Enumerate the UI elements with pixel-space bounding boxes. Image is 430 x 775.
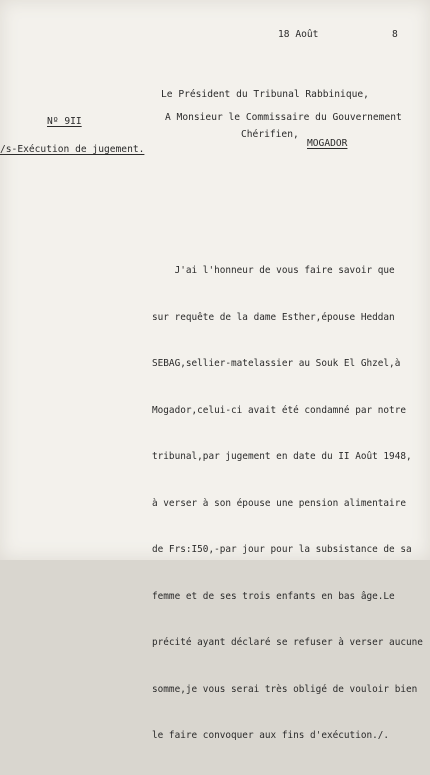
- sender-line: Le Président du Tribunal Rabbinique,: [161, 89, 369, 100]
- reference-number: Nº 9II: [47, 116, 82, 127]
- body-line: à verser à son épouse une pension alimentaire: [152, 497, 406, 509]
- page-number: 8: [392, 29, 398, 40]
- body-line: J'ai l'honneur de vous faire savoir que: [152, 265, 395, 276]
- letter-date: 18 Août: [278, 29, 319, 40]
- body-line: Mogador,celui-ci avait été condamné par notre: [152, 404, 406, 416]
- body-line: le faire convoquer aux fins d'exécution./.: [152, 730, 390, 741]
- body-line: de Frs:I50,-par jour pour la subsistance de sa: [152, 544, 412, 555]
- recipient-line-2: Chérifien,: [241, 129, 299, 140]
- body-line: précité ayant déclaré se refuser à verser aucune: [152, 637, 423, 648]
- letter-body: [152, 232, 424, 775]
- body-line: somme,je vous serai très obligé de vouloir bien: [152, 683, 418, 695]
- body-line: SEBAG,sellier-matelassier au Souk El Ghzel,à: [152, 358, 401, 369]
- body-line: femme et de ses trois enfants en bas âge.Le: [152, 590, 395, 602]
- body-line: tribunal,par jugement en date du II Août 1948,: [152, 451, 412, 462]
- subject-line: /s-Exécution de jugement.: [0, 144, 145, 155]
- recipient-line-1: A Monsieur le Commissaire du Gouvernement: [165, 112, 402, 123]
- body-line: sur requête de la dame Esther,épouse Heddan: [152, 311, 395, 323]
- recipient-city: MOGADOR: [307, 138, 348, 149]
